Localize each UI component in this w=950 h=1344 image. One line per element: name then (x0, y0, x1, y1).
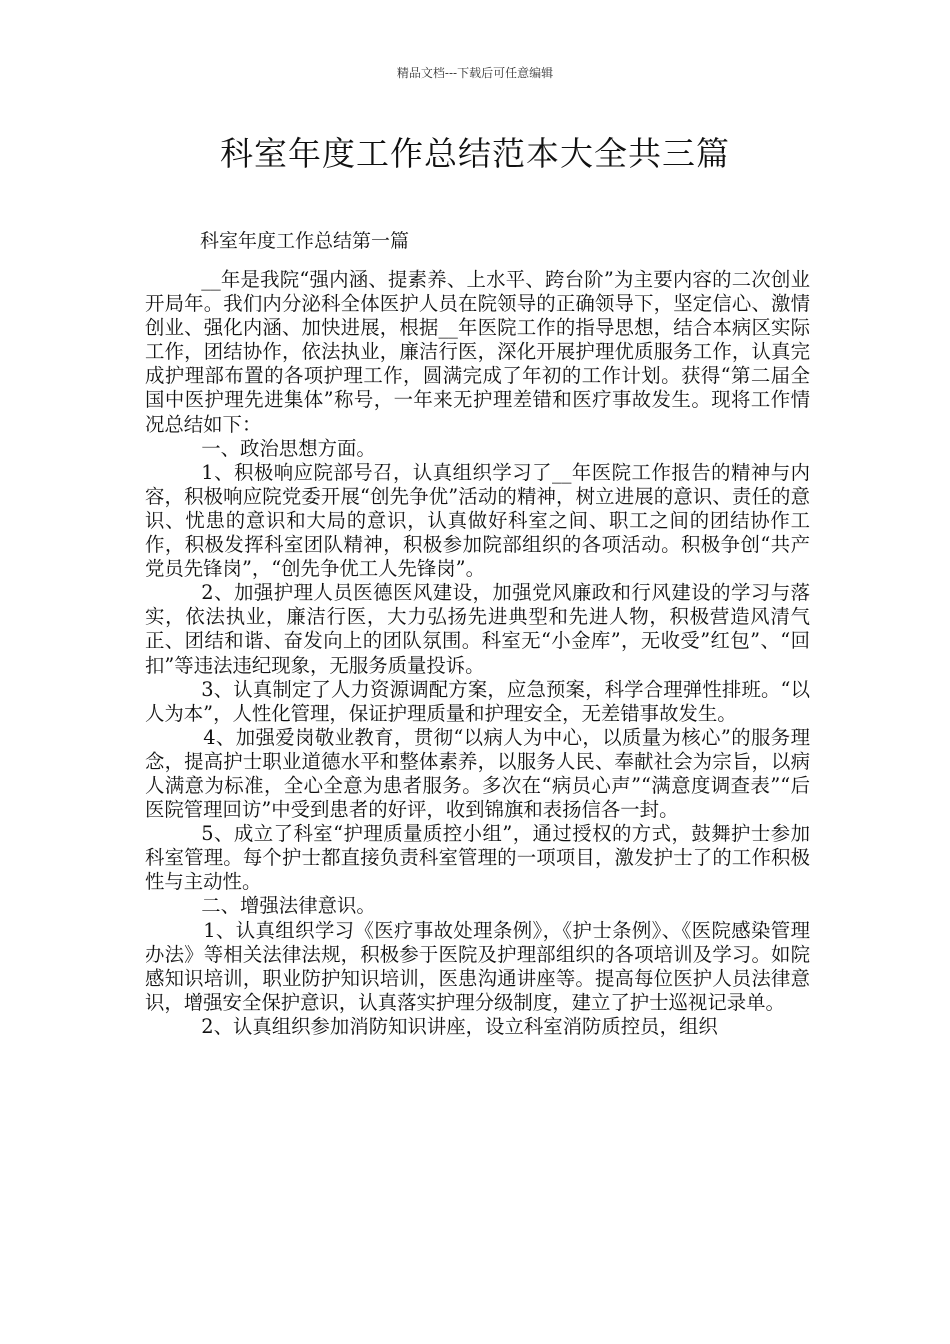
paragraph-politics-1: 1、积极响应院部号召，认真组织学习了__年医院工作报告的精神与内容，积极响应院党委开展“创先争优”活动的精神，树立进展的意识、责任的意识、忧患的意识和大局的意识，认真做好科室之间、职工之间的团结协作工作，积极发挥科室团队精神，积极参加院部组织的各项活动。积极争创“共产党员先锋岗”，“创先争优工人先锋岗”。 (145, 460, 810, 581)
paragraph-intro: __年是我院“强内涵、提素养、上水平、跨台阶”为主要内容的二次创业开局年。我们内分泌科全体医护人员在院领导的正确领导下，坚定信心、激情创业、强化内涵、加快进展，根据__年医院工作的指导思想，结合本病区实际工作，团结协作，依法执业，廉洁行医，深化开展护理优质服务工作，认真完成护理部布置的各项护理工作，圆满完成了年初的工作计划。获得“第二届全国中医护理先进集体”称号，一年来无护理差错和医疗事故发生。现将工作情况总结如下： (145, 268, 810, 436)
paragraph-politics-3: 3、认真制定了人力资源调配方案，应急预案，科学合理弹性排班。“以人为本”，人性化管理，保证护理质量和护理安全，无差错事故发生。 (145, 677, 810, 725)
document-title: 科室年度工作总结范本大全共三篇 (220, 134, 730, 173)
document-body (145, 268, 810, 1039)
section-heading: 科室年度工作总结第一篇 (200, 230, 410, 252)
paragraph-politics-4: 4、加强爱岗敬业教育，贯彻“以病人为中心，以质量为核心”的服务理念，提高护士职业道德水平和整体素养，以服务人民、奉献社会为宗旨，以病人满意为标准，全心全意为患者服务。多次在“病员心声”“满意度调查表”“后医院管理回访”中受到患者的好评，收到锦旗和表扬信各一封。 (145, 725, 810, 822)
paragraph-law-2: 2、认真组织参加消防知识讲座，设立科室消防质控员，组织 (201, 1014, 718, 1038)
paragraph-law-1: 1、认真组织学习《医疗事故处理条例》，《护士条例》、《医院感染管理办法》等相关法律法规，积极参于医院及护理部组织的各项培训及学习。如院感知识培训，职业防护知识培训，医患沟通讲座等。提高每位医护人员法律意识，增强安全保护意识，认真落实护理分级制度，建立了护士巡视记录单。 (145, 918, 810, 1014)
header-note: 精品文档---下载后可任意编辑 (396, 66, 554, 80)
paragraph-politics-2: 2、加强护理人员医德医风建设，加强党风廉政和行风建设的学习与落实，依法执业，廉洁行医，大力弘扬先进典型和先进人物，积极营造风清气正、团结和谐、奋发向上的团队氛围。科室无“小金库”，无收受”红包”、“回扣”等违法违纪现象，无服务质量投诉。 (145, 581, 810, 677)
paragraph-politics-5: 5、成立了科室“护理质量质控小组”，通过授权的方式，鼓舞护士参加科室管理。每个护士都直接负责科室管理的一项项目，激发护士了的工作积极性与主动性。 (145, 822, 810, 894)
heading-law: 二、增强法律意识。 (201, 894, 376, 918)
heading-politics: 一、政治思想方面。 (201, 436, 376, 460)
